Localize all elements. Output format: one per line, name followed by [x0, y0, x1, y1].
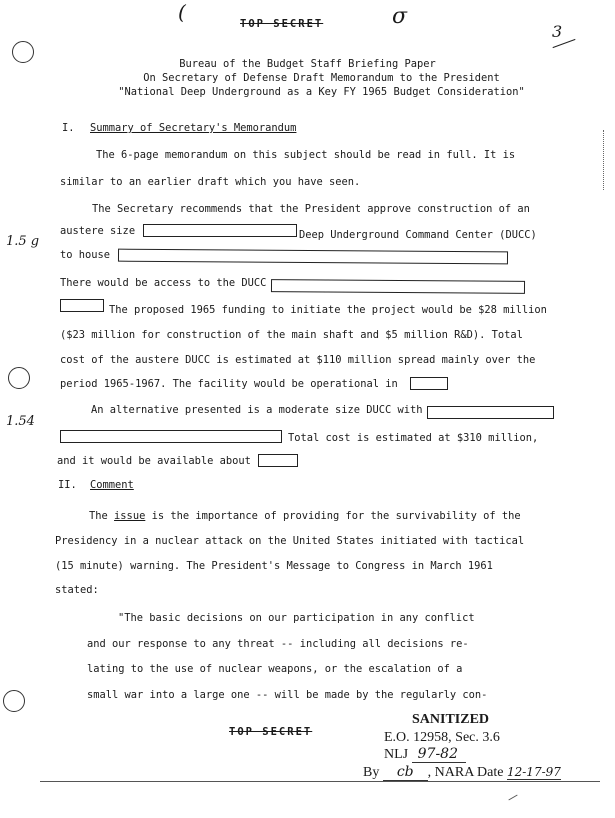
section-1-p2-line-8: period 1965-1967. The facility would be operational in: [60, 378, 398, 390]
redaction-box: [143, 224, 297, 237]
section-2-p1-line-1a: The: [89, 510, 108, 522]
right-margin-mark: [603, 130, 604, 190]
issue-word: issue: [114, 510, 146, 522]
bottom-rule: [40, 781, 600, 782]
section-1-p2-line-7: cost of the austere DUCC is estimated at $110 million spread mainly over the: [60, 354, 536, 366]
section-1-p2-line-5: The proposed 1965 funding to initiate the project would be $28 million: [109, 304, 547, 316]
section-1-p3-line-1: An alternative presented is a moderate size DUCC with: [91, 404, 423, 416]
quote-line-2: and our response to any threat -- including all decisions re-: [87, 638, 469, 650]
title-line-2: On Secretary of Defense Draft Memorandum to the President: [143, 72, 500, 84]
redaction-box: [60, 430, 282, 443]
classification-top: TOP SECRET: [240, 18, 324, 30]
section-1-p2-line-1: The Secretary recommends that the President approve construction of an: [92, 203, 530, 215]
margin-note-1: 1.5 g: [6, 234, 40, 249]
section-2-p1-line-3: (15 minute) warning. The President's Message to Congress in March 1961: [55, 560, 493, 572]
title-line-1: Bureau of the Budget Staff Briefing Paper: [179, 58, 436, 70]
staple-mark-left: (: [178, 0, 186, 24]
section-1-heading: Summary of Secretary's Memorandum: [90, 122, 297, 134]
section-2-numeral: II.: [58, 479, 77, 491]
redaction-box: [118, 249, 508, 265]
section-1-numeral: I.: [62, 122, 75, 134]
punch-hole-bottom: [3, 690, 25, 712]
section-1-p3-line-3: and it would be available about: [57, 455, 251, 467]
section-1-p3-line-2: Total cost is estimated at $310 million,: [288, 432, 539, 444]
sanitized-stamp-line-3: [384, 746, 466, 763]
section-1-p2-line-6: ($23 million for construction of the main shaft and $5 million R&D). Total: [60, 329, 523, 341]
page-number: 3: [552, 22, 563, 41]
quote-line-4: small war into a large one -- will be made by the regularly con-: [87, 689, 488, 701]
quote-line-1: "The basic decisions on our participation in any conflict: [118, 612, 475, 624]
by-initials: cb: [383, 764, 428, 781]
redaction-box: [427, 406, 554, 419]
section-2-heading: Comment: [90, 479, 134, 491]
section-2-p1-line-1b: is the importance of providing for the survivability of the: [151, 510, 521, 522]
by-label: By: [363, 765, 380, 780]
nlj-label: NLJ: [384, 747, 409, 762]
section-2-p1-line-4: stated:: [55, 584, 99, 596]
section-1-p2-line-2b: Deep Underground Command Center (DUCC): [299, 229, 537, 241]
sanitized-stamp-line-1: SANITIZED: [412, 712, 490, 727]
redaction-box: [60, 299, 104, 312]
redaction-box: [410, 377, 448, 390]
quote-line-3: lating to the use of nuclear weapons, or the escalation of a: [87, 663, 463, 675]
redaction-box: [271, 279, 525, 294]
sanitized-stamp-line-2: E.O. 12958, Sec. 3.6: [384, 730, 500, 745]
section-1-p2-line-3: to house: [60, 249, 111, 261]
section-1-p2-line-4: There would be access to the DUCC: [60, 277, 267, 289]
sanitized-stamp-line-4: [363, 764, 561, 781]
section-2-p1-line-2: Presidency in a nuclear attack on the United States initiated with tactical: [55, 535, 525, 547]
title-line-3: "National Deep Underground as a Key FY 1965 Budget Consideration": [118, 86, 525, 98]
margin-note-2: 1.54: [6, 414, 35, 429]
section-1-p2-line-2a: austere size: [60, 225, 136, 237]
classification-bottom: TOP SECRET: [229, 726, 313, 738]
nlj-value: 97-82: [412, 746, 466, 763]
nara-date-label: , NARA Date: [427, 765, 504, 780]
bottom-mark: [508, 795, 517, 801]
section-2-p1-line-1: [89, 510, 521, 523]
section-1-p1-line-1: The 6-page memorandum on this subject should be read in full. It is: [96, 149, 516, 161]
redaction-box: [258, 454, 298, 467]
section-1-p1-line-2: similar to an earlier draft which you have seen.: [60, 176, 361, 188]
punch-hole-middle: [8, 367, 30, 389]
staple-mark-right: σ: [392, 4, 408, 29]
nara-date-value: 12-17-97: [506, 765, 561, 779]
